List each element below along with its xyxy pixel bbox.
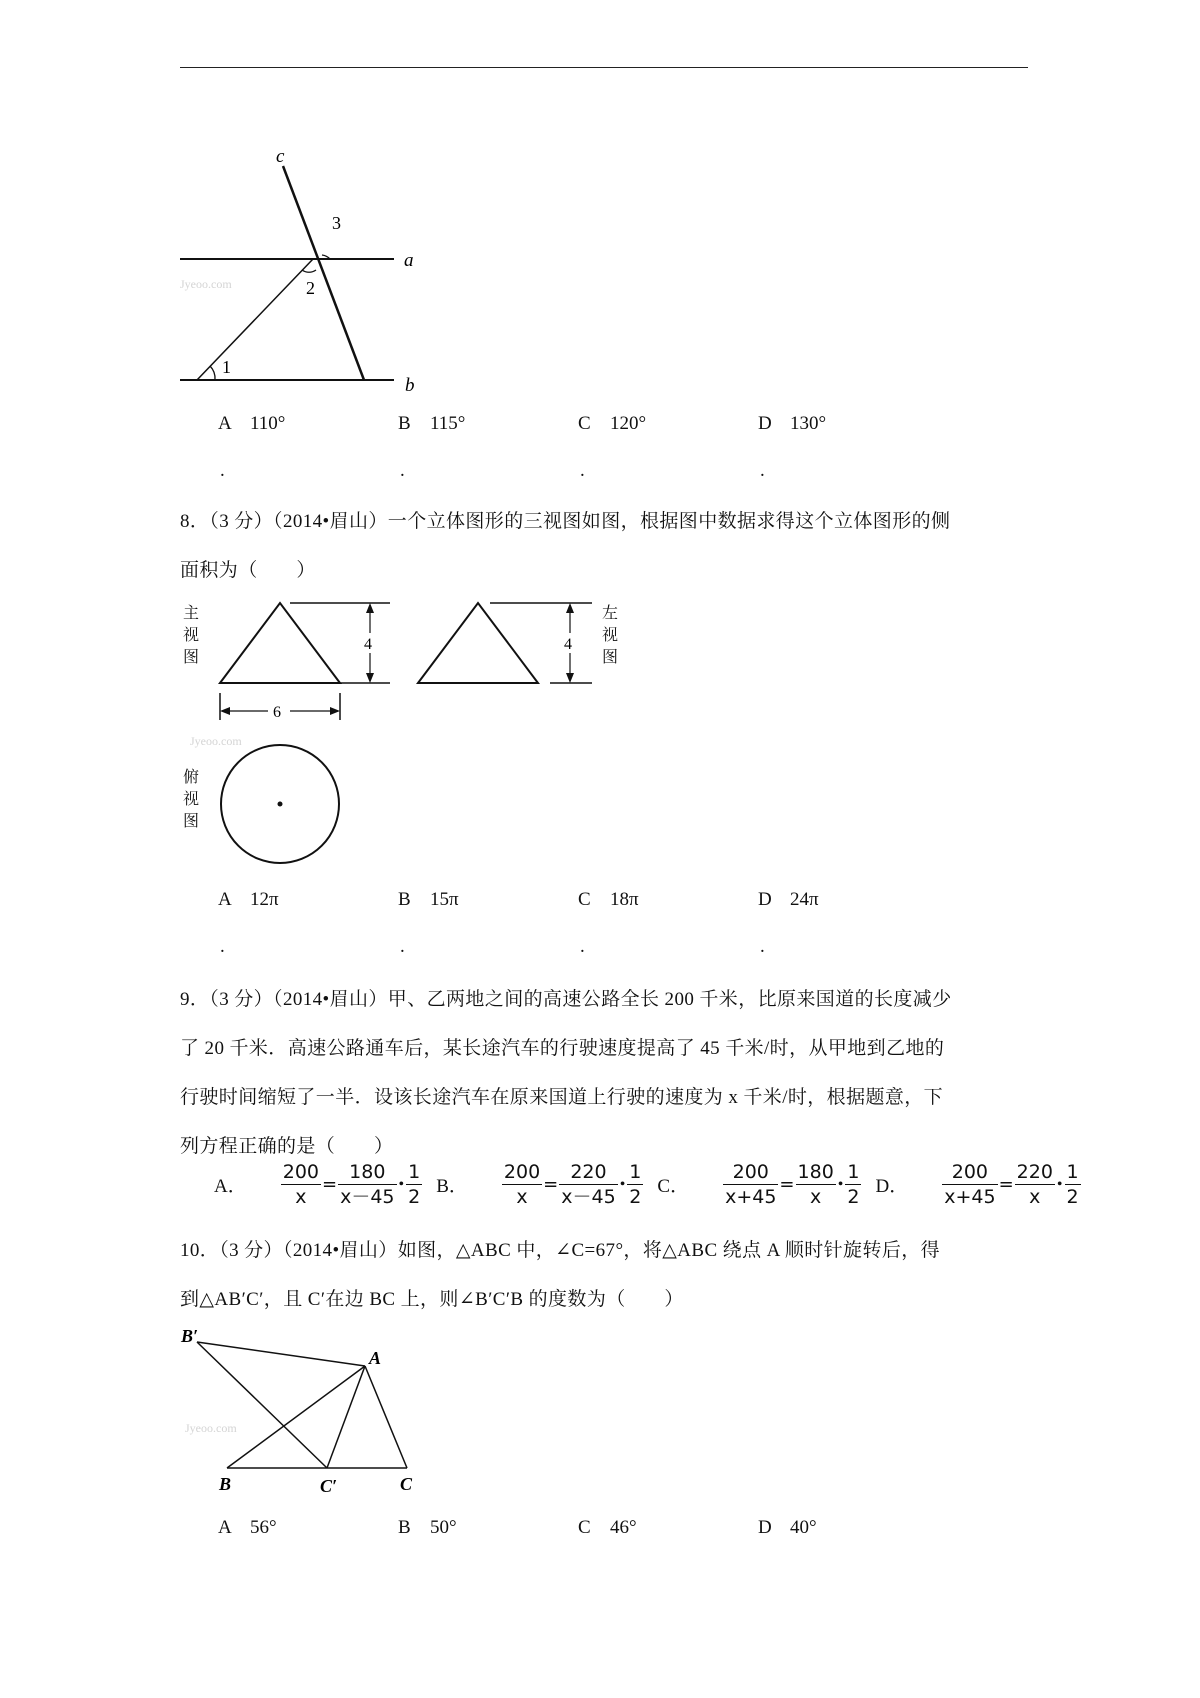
option-dot: .: [400, 460, 405, 481]
fraction: $\frac{220}{x}$: [1016, 1161, 1053, 1208]
option-letter: B: [398, 889, 411, 910]
angle-2-arc: [302, 270, 316, 272]
fraction: $\frac{200}{x+45}$: [944, 1161, 996, 1208]
header-rule: [180, 67, 1028, 68]
q9-option-c[interactable]: C． $\frac{200}{x+45}$ = $\frac{180}{x}$ • $\frac{1}{2}$: [657, 1161, 860, 1208]
watermark: Jyeoo.com: [185, 1421, 237, 1435]
side-view-label: 左 视 图: [601, 605, 618, 666]
option-letter: D: [758, 1517, 772, 1538]
segment-A-C: [365, 1366, 407, 1468]
option-text: 115°: [430, 413, 466, 434]
arrow-up-icon: [566, 603, 574, 613]
segment-B-A: [227, 1366, 365, 1468]
label-b: b: [405, 375, 415, 396]
fraction: $\frac{1}{2}$: [847, 1161, 860, 1208]
q8-stem-line-2: 面积为（ ）: [180, 560, 316, 581]
q7-option-c[interactable]: [578, 413, 646, 435]
option-text: 46°: [610, 1517, 637, 1538]
line-c: [283, 166, 364, 380]
label-1: 1: [222, 357, 231, 377]
label-B: B: [219, 1474, 232, 1494]
option-text: 40°: [790, 1517, 817, 1538]
label-A: A: [369, 1348, 382, 1368]
option-dot: .: [580, 460, 585, 481]
arrow-left-icon: [220, 707, 230, 715]
q9-option-a[interactable]: A． $\frac{200}{x}$ = $\frac{180}{x-45}$ • $\frac{1}{2}$: [214, 1161, 421, 1208]
fraction: $\frac{200}{x}$: [282, 1161, 319, 1208]
option-text: 110°: [250, 413, 286, 434]
q10-option-d[interactable]: [758, 1517, 817, 1539]
option-letter: A: [218, 413, 232, 434]
label-c: c: [276, 146, 285, 167]
option-dot: .: [760, 936, 765, 957]
option-letter: A: [218, 889, 232, 910]
label-Cp: C′: [320, 1476, 338, 1496]
arrow-up-icon: [366, 603, 374, 613]
segment-Bp-A: [197, 1342, 365, 1366]
label-Bp: B′: [181, 1326, 199, 1346]
angle-1-arc: [210, 366, 215, 380]
fraction: $\frac{1}{2}$: [1066, 1161, 1079, 1208]
q7-option-d[interactable]: [758, 413, 826, 435]
option-letter: D: [758, 413, 772, 434]
option-letter: C: [578, 1517, 591, 1538]
q10-stem-line-1: 10．（3 分）（2014•眉山）如图，△ABC 中，∠C=67°，将△ABC 绕点 A 顺时针旋转后，得: [180, 1240, 941, 1261]
q10-option-b[interactable]: [398, 1517, 457, 1539]
option-text: 18π: [610, 889, 639, 910]
top-view-center-dot: [278, 802, 283, 807]
side-height-label: 4: [564, 636, 572, 653]
q7-figure: [170, 140, 440, 400]
fraction: $\frac{180}{x}$: [797, 1161, 834, 1208]
side-view-triangle: [418, 603, 538, 683]
q10-stem-line-2: 到△AB′C′，且 C′在边 BC 上，则∠B′C′B 的度数为（ ）: [180, 1289, 684, 1310]
q9-stem-line-1: 9．（3 分）（2014•眉山）甲、乙两地之间的高速公路全长 200 千米，比原来国道的长度减少: [180, 989, 952, 1010]
option-letter: B: [398, 1517, 411, 1538]
option-letter: A: [218, 1517, 232, 1538]
option-letter: C: [578, 413, 591, 434]
q9-stem-line-3: 行驶时间缩短了一半．设该长途汽车在原来国道上行驶的速度为 x 千米/时，根据题意，下: [180, 1087, 944, 1108]
fraction: $\frac{1}{2}$: [408, 1161, 421, 1208]
option-text: 24π: [790, 889, 819, 910]
q9-stem-line-4: 列方程正确的是（ ）: [180, 1136, 394, 1157]
option-dot: .: [220, 460, 225, 481]
fraction: $\frac{200}{x+45}$: [725, 1161, 777, 1208]
arrow-down-icon: [366, 673, 374, 683]
option-text: 50°: [430, 1517, 457, 1538]
segment-Bp-Cp: [197, 1342, 327, 1468]
q8-stem-line-1: 8．（3 分）（2014•眉山）一个立体图形的三视图如图，根据图中数据求得这个立体图形的侧: [180, 511, 951, 532]
q9-option-d[interactable]: D． $\frac{200}{x+45}$ = $\frac{220}{x}$ • $\frac{1}{2}$: [875, 1161, 1079, 1208]
option-letter: B: [398, 413, 411, 434]
label-3: 3: [332, 213, 341, 233]
option-text: 56°: [250, 1517, 277, 1538]
front-height-label: 4: [364, 636, 372, 653]
option-text: 130°: [790, 413, 827, 434]
label-a: a: [404, 250, 414, 271]
label-C: C: [400, 1474, 413, 1494]
option-letter: C: [578, 889, 591, 910]
q9-options: [214, 1160, 1091, 1209]
option-text: 120°: [610, 413, 647, 434]
q8-option-b[interactable]: [398, 889, 459, 911]
option-dot: .: [580, 936, 585, 957]
top-view-label: 俯 视 图: [182, 769, 199, 830]
option-text: 15π: [430, 889, 459, 910]
label-2: 2: [306, 278, 315, 298]
q10-option-a[interactable]: [218, 1517, 277, 1539]
q8-option-d[interactable]: [758, 889, 819, 911]
segment-Cp-A: [327, 1366, 365, 1468]
option-dot: .: [760, 460, 765, 481]
watermark: Jyeoo.com: [190, 734, 242, 748]
option-letter: D: [758, 889, 772, 910]
front-view-label: 主 视 图: [182, 605, 199, 666]
q7-option-b[interactable]: [398, 413, 465, 435]
q9-option-b[interactable]: B． $\frac{200}{x}$ = $\frac{220}{x-45}$ • $\frac{1}{2}$: [436, 1161, 642, 1208]
q7-option-a[interactable]: [218, 413, 285, 435]
q10-option-c[interactable]: [578, 1517, 637, 1539]
arrow-down-icon: [566, 673, 574, 683]
q8-option-c[interactable]: [578, 889, 639, 911]
option-text: 12π: [250, 889, 279, 910]
fraction: $\frac{180}{x-45}$: [340, 1161, 395, 1208]
option-dot: .: [220, 936, 225, 957]
q9-stem-line-2: 了 20 千米．高速公路通车后，某长途汽车的行驶速度提高了 45 千米/时，从甲地到乙地的: [180, 1038, 945, 1059]
width-label: 6: [273, 704, 281, 721]
front-view-triangle: [220, 603, 340, 683]
fraction: $\frac{1}{2}$: [629, 1161, 642, 1208]
q8-option-a[interactable]: [218, 889, 279, 911]
fraction: $\frac{220}{x-45}$: [561, 1161, 616, 1208]
fraction: $\frac{200}{x}$: [503, 1161, 541, 1208]
q10-rotation-figure: [175, 1320, 435, 1500]
option-dot: .: [400, 936, 405, 957]
arrow-right-icon: [330, 707, 340, 715]
watermark: Jyeoo.com: [180, 277, 232, 291]
